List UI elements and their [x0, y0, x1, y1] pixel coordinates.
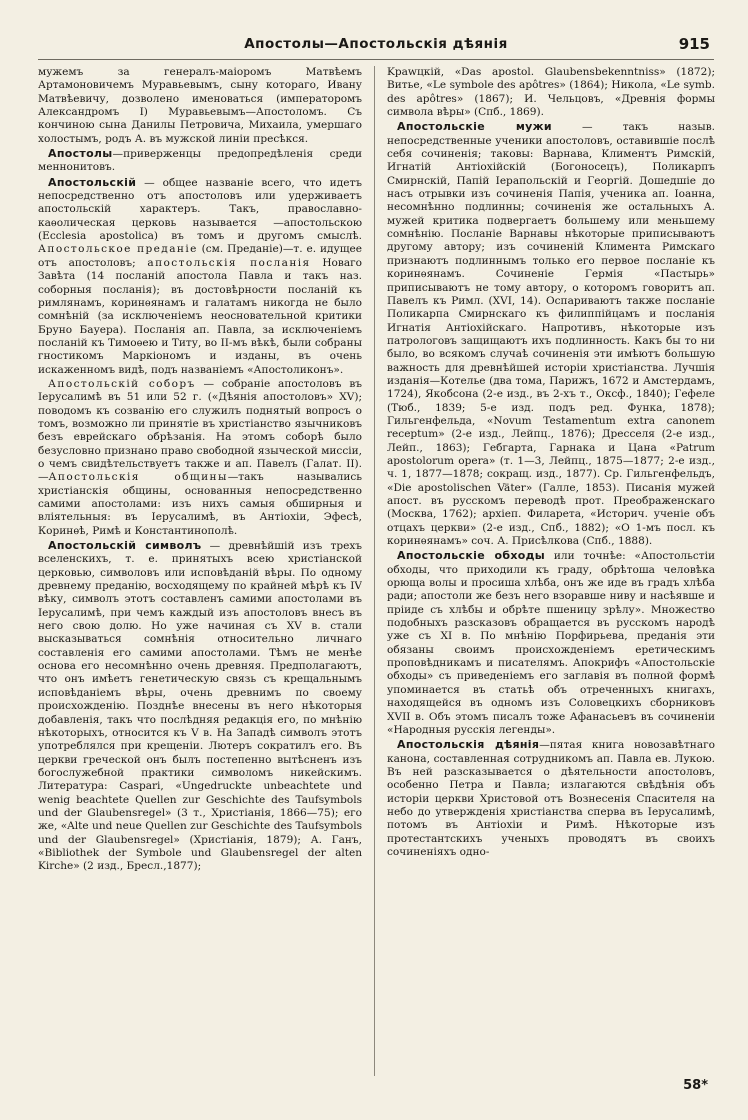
entry-text: —приверженцы предопредѣленія среди меннонитовъ. [38, 148, 362, 174]
entry-headword: Апостольскій [48, 175, 137, 189]
subentry-term: Апостольское преданіе [38, 243, 198, 256]
entry-apostolsky-sobor [38, 378, 362, 538]
entry-text: (см. Преданіе)—т. е. идущее отъ апостоловъ; [38, 243, 362, 269]
entry-text: — такъ назыв. непосредственные ученики апостоловъ, оставившіе послѣ себя сочиненія; таковы: Варнава, Климентъ Римскій, Игнатій Антіохійскій (Богоносецъ), Поликарпъ Смирнскій, Папій Іерапольскій и Георгій. Дошедшіе до насъ отрывки изъ сочиненія Папія, ученика ап. Іоанна, несомнѣнно подлинны; сочиненія же остальныхъ А. мужей критика подвергаетъ большему или меньшему сомнѣнію. Посланіе Варнавы нѣкоторые приписываютъ другому автору; изъ сочиненій Климента Римскаго признаютъ подлиннымъ только его первое посланіе къ коринѳянамъ. Сочиненіе Гермія «Пастырь» приписываютъ не тому автору, о которомъ говоритъ ап. Павелъ къ Римл. (XVI, 14). Оспариваютъ также посланіе Поликарпа Смирнскаго къ филиппійцамъ и посланія Игнатія Антіохійскаго. Напротивъ, нѣкоторые изъ патрологовъ защищаютъ ихъ подлинность. Какъ бы то ни было, во всякомъ случаѣ сочиненія эти имѣютъ большую важность для древнѣйшей исторіи христіанства. Лучшія изданія—Котелье (два тома, Парижъ, 1672 и Амстердамъ, 1724), Якобсона (2-е изд., въ 2-хъ т., Оксф., 1840); Гефеле (Тюб., 1839; 5-е изд. подъ ред. Функа, 1878); Гильгенфельда, «Novum Testamentum extra canonem receptum» (2-е изд., Лейпц., 1876); Дресселя (2-е изд., Лейп., 1863); Гебгарта, Гарнака и Цана «Patrum apostolorum opera» (т. 1—3, Лейпц., 1875—1877; 2-е изд., ч. 1, 1877—1878; сокращ. изд., 1877). Ср. Гильгенфельдъ, «Die apostolischen Väter» (Галле, 1853). Писанія мужей апост. въ русскомъ переводѣ прот. Преображенскаго (Москва, 1762); архіеп. Филарета, «Историч. ученіе объ отцахъ церкви» (2-е изд., Спб., 1882); «О 1-мъ посл. къ коринѳянамъ» соч. А. Присѣлкова (Спб., 1888). [387, 121, 715, 548]
left-column [38, 66, 362, 1078]
entry-text: — общее названіе всего, что идетъ непосредственно отъ апостоловъ или удерживаетъ апостольскій характеръ. Такъ, православно-каѳолическая церковь называется —апостольскою (Ecclesia apostolica) въ томъ и другомъ смыслѣ. [38, 176, 362, 243]
entry-headword: Апостольскіе обходы [397, 549, 546, 563]
entry-apostolskie-muzhi [387, 120, 715, 548]
entry-apostolskiya-deyaniya [387, 738, 715, 859]
entry-continuation [387, 66, 715, 119]
entry-text: или точнѣе: «Апостольстіи обходы, что приходили къ граду, обрѣтоша человѣка орюща волы и просиша хлѣба, онъ же иде въ градъ хлѣба ради; апостоли же безъ него взоравше ниву и насѣявше и пріиде съ хлѣбы и обрѣте пшеницу зрѣлу». Множество подобныхъ разсказовъ обращается въ русскомъ народѣ уже съ XI в. По мнѣнію Порфирьева, преданія эти обязаны своимъ происхожденіемъ еретическимъ проповѣдникамъ и писателямъ. Апокрифъ «Апостольскіе обходы» съ приведеніемъ его заглавія въ полной формѣ упоминается въ статьѣ объ отреченныхъ книгахъ, находящейся въ одномъ изъ Соловецкихъ сборниковъ XVII в. Объ этомъ писалъ тоже Афанасьевъ въ сочиненіи «Народныя русскія легенды». [387, 550, 715, 736]
entry-text: Kраwцкій, «Das apostol. Glaubensbekenntniss» (1872); Витье, «Le symbole des apôtres» (1864); Никола, «Le symb. des apôtres» (1867); И. Чельцовъ, «Древнія формы символа вѣры» (Спб., 1869). [387, 66, 715, 119]
entry-headword: Апостольскія дѣянія [397, 738, 540, 752]
right-column [387, 66, 715, 1078]
running-head: Апостолы—Апостольскія дѣянія [244, 36, 508, 52]
page-header [38, 34, 714, 60]
entry-apostolsky-simvol [38, 539, 362, 874]
entry-text: мужемъ за генералъ-маіоромъ Матвѣемъ Артамоновичемъ Муравьевымъ, сыну котораго, Ивану Матвѣевичу, дозволено именоваться (императоромъ Александромъ I) Муравьевымъ—Апостоломъ. Съ кончиною сына Данилы Петровича, Михаила, умершаго холостымъ, родъ А. въ мужской линіи пресѣкся. [38, 66, 362, 145]
entry-headword: Апостольскіе мужи [397, 120, 552, 134]
entry-apostoly [38, 147, 362, 175]
entry-continuation [38, 66, 362, 146]
page-number: 915 [678, 35, 710, 53]
entry-headword: Апостольскій символъ [48, 539, 202, 553]
subentry-term: апостольскія посланія [147, 256, 311, 269]
entry-text: — древнѣйшій изъ трехъ вселенскихъ, т. е. принятыхъ всею христіанской церковью, символовъ или исповѣданій вѣры. По одному древнему преданію, восходящему по крайней мѣрѣ къ IV вѣку, символъ этотъ составленъ самими апостолами въ Іерусалимѣ, при чемъ каждый изъ апостоловъ внесъ въ него свою долю. Но уже начиная съ XV в. стали высказываться сомнѣнія относительно личнаго составленія его самими апостолами. Тѣмъ не менѣе основа его несомнѣнно очень древняя. Предполагаютъ, что онъ имѣетъ генетическую связь съ крещальнымъ исповѣданіемъ вѣры, очень древнимъ по своему происхожденію. Позднѣе внесены въ него нѣкоторыя добавленія, такъ что послѣдняя редакція его, по мнѣнію нѣкоторыхъ, относится къ V в. На Западѣ символъ этотъ употреблялся при крещеніи. Лютеръ сократилъ его. Въ церкви греческой онъ былъ постепенно вытѣсненъ изъ богослужебной практики символомъ никейскимъ. Литература: Caspari, «Ungedruckte unbeachtete und wenig beachtete Quellen zur Geschichte des Taufsymbols und der Glaubensregel» (3 т., Христіанія, 1866—75); его же, «Alte und neue Quellen zur Geschichte des Taufsymbols und der Glaubensregel» (Христіанія, 1879); А. Ганъ, «Bibliothek der Symbole und Glaubensregel der alten Kirche» (2 изд., Бресл.,1877); [38, 540, 362, 873]
entry-text: Новаго Завѣта (14 посланій апостола Павла и такъ наз. соборныя посланія); въ достовѣрности посланій къ римлянамъ, коринѳянамъ и галатамъ никогда не было сомнѣній (за исключеніемъ неосновательной критики Бруно Бауера). Посланія ап. Павла, за исключеніемъ посланій къ Тимоѳею и Титу, во II-мъ вѣкѣ, были собраны гностикомъ Маркіономъ и изданы, въ очень искаженномъ видѣ, подъ названіемъ «Апостоликонъ». [38, 256, 362, 376]
signature-mark: 58* [683, 1078, 708, 1093]
subentry-term: Апостольскій соборъ [48, 377, 196, 390]
entry-text: — собраніе апостоловъ въ Іерусалимѣ въ 51 или 52 г. («Дѣянія апостоловъ» XV); поводомъ къ созванію его служилъ поднятый вопросъ о томъ, возможно ли принятіе въ христіанство язычниковъ безъ еврейскаго обрѣзанія. На этомъ соборѣ было безусловно признано право свободной языческой миссіи, о чемъ свидѣтельствуетъ также и ап. Павелъ (Галат. II).— [38, 377, 362, 484]
entry-apostolsky [38, 176, 362, 377]
entry-text: —пятая книга новозавѣтнаго канона, составленная сотрудникомъ ап. Павла ев. Лукою. Въ ней разсказывается о дѣятельности апостоловъ, особенно Петра и Павла; излагаются свѣдѣнія объ исторіи церкви Христовой отъ Вознесенія Спасителя на небо до утвержденія христіанства сперва въ Іерусалимѣ, потомъ въ Антіохіи и Римѣ. Нѣкоторые изъ протестантскихъ ученыхъ проводятъ въ своихъ сочиненіяхъ одно- [387, 739, 715, 858]
column-divider [374, 66, 375, 1076]
entry-apostolskie-obkhody [387, 549, 715, 737]
entry-headword: Апостолы [48, 147, 113, 161]
subentry-term: Апостольскія общины [48, 471, 228, 484]
entry-text: —такъ назывались христіанскія общины, основанныя непосредственно самими апостолами: изъ нихъ самыя обширныя и вліятельныя: въ Іерусалимѣ, въ Антіохіи, Эфесѣ, Коринѳѣ, Римѣ и Константинополѣ. [38, 471, 362, 537]
